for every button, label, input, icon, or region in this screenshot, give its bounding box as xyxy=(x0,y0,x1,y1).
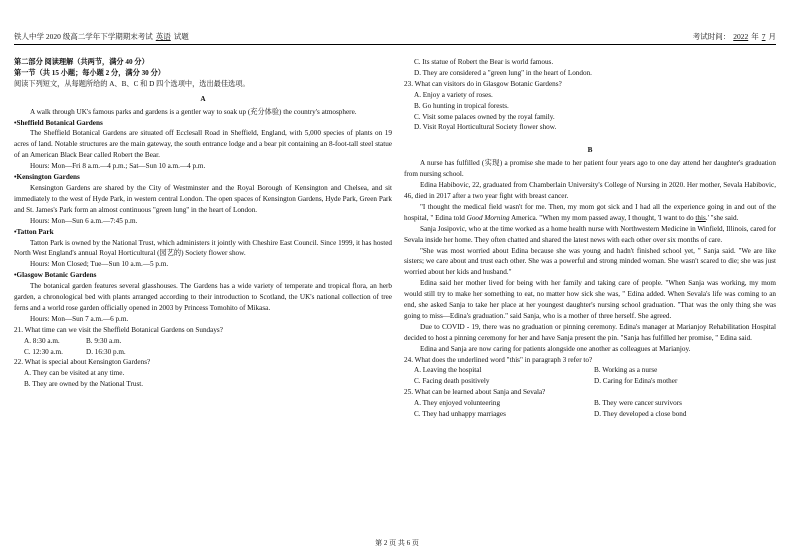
subject: 英语 xyxy=(155,32,171,41)
paragraph-4: Sanja Josipovic, who at the time worked as a home health nurse with Northwestern Medicine in Winfield, Illinois, cared for Sevala inside her home. They often chatted and shared the latest news with each other over six months of care. xyxy=(404,224,776,244)
option-c: C. Visit some palaces owned by the royal family. xyxy=(414,112,555,121)
question-21-options-2 xyxy=(14,347,392,358)
left-column xyxy=(14,57,392,390)
option-d: D. They developed a close bond xyxy=(594,410,687,419)
tatton-heading: •Tatton Park xyxy=(14,227,54,236)
intro-paragraph: A walk through UK's famous parks and gardens is a gentler way to soak up (充分体验) the country's atmosphere. xyxy=(30,107,357,116)
question-24-options xyxy=(404,365,776,376)
paragraph-6: Edina said her mother lived for being with her family and taking care of people. "When Sanja was working, my mom would still try to make her something to eat, no matter how sick she was, " Edina added. When Sevala's life was coming to an end, she asked Sanja to take her place at her youngest daughter's nursing school graduation. "That was the only thing she was going to miss—Edina's graduation." said Sanja, who is a mother of three herself. She agreed. xyxy=(404,279,776,320)
option-a: A. 8:30 a.m. xyxy=(24,336,60,345)
option-a: A. They enjoyed volunteering xyxy=(414,399,501,408)
question-25-options xyxy=(404,398,776,409)
option-d: D. Visit Royal Horticultural Society flower show. xyxy=(414,123,557,132)
sheffield-heading: •Sheffield Botanical Gardens xyxy=(14,118,103,127)
option-d: D. They are considered a "green lung" in the heart of London. xyxy=(414,68,592,77)
glasgow-hours: Hours: Mon—Sun 7 a.m.—6 p.m. xyxy=(30,314,129,323)
question-22: 22. What is special about Kensington Gardens? xyxy=(14,358,151,367)
paragraph-3: "I thought the medical field wasn't for me. Then, my mom got sick and I had all the experience going in and out of the hospital, " Edina told Good Morning America. "When my mom passed away, I thought, 'I want to do this.' "she said. xyxy=(404,202,776,222)
question-21-options xyxy=(14,336,392,347)
tatton-text: Tatton Park is owned by the National Trust, which administers it jointly with Cheshire East Council. Since 1999, it has hosted North West England's annual Royal Horticultural (园艺的) Society flower show. xyxy=(14,238,392,258)
paragraph-1: A nurse has fulfilled (实现) a promise she made to her patient four years ago to one day attend her daughter's graduation from nursing school. xyxy=(404,159,776,179)
option-b: B. 9:30 a.m. xyxy=(86,336,122,345)
paragraph-5: "She was most worried about Edina because she was young and hadn't finished school yet, " Sanja said. "We are like sisters; we care about and trust each other. She was a powerful and strong minded woman. She wasn't scared to die; she was just worried about her kids and husband." xyxy=(404,246,776,277)
option-b: B. They are owned by the National Trust. xyxy=(24,380,144,389)
page-header xyxy=(14,30,776,45)
underlined-word: this xyxy=(695,213,706,222)
option-a: A. Leaving the hospital xyxy=(414,366,482,375)
option-a: A. They can be visited at any time. xyxy=(24,369,125,378)
option-c: C. They had unhappy marriages xyxy=(414,410,506,419)
section-title: 第二部分 阅读理解（共两节，满分 40 分） xyxy=(14,58,149,66)
option-b: B. They were cancer survivors xyxy=(594,399,682,408)
paragraph-7: Due to COVID - 19, there was no graduation or pinning ceremony. Edina's manager at Marianjoy Rehabilitation Hospital decided to host a pinning ceremony for her and have Sanja present the pin. "Sanja has fulfilled her promise, " Edina said. xyxy=(404,322,776,342)
question-21: 21. What time can we visit the Sheffield Botanical Gardens on Sundays? xyxy=(14,325,223,334)
question-25: 25. What can be learned about Sanja and Sevala? xyxy=(404,388,546,397)
sheffield-text: The Sheffield Botanical Gardens are situated off Ecclesall Road in Sheffield, England, with 5,000 species of plants on 19 acres of land. Notable structures are the main gateway, the south entrance lodge and a bear pit containing an 8-foot-tall steel statue of an American Black Bear called Robert the Bear. xyxy=(14,129,392,160)
glasgow-heading: •Glasgow Botanic Gardens xyxy=(14,271,97,280)
question-24-options-2 xyxy=(404,376,776,387)
passage-a-label: A xyxy=(200,94,206,103)
exam-title: 铁人中学 2020 级高二学年下学期期末考试 英语 试题 xyxy=(14,32,189,41)
question-23: 23. What can visitors do in Glasgow Botanic Gardens? xyxy=(404,79,562,88)
subsection-title: 第一节（共 15 小题；每小题 2 分，满分 30 分） xyxy=(14,68,165,77)
question-24: 24. What does the underlined word "this" in paragraph 3 refer to? xyxy=(404,355,593,364)
option-a: A. Enjoy a variety of roses. xyxy=(414,90,493,99)
option-b: B. Working as a nurse xyxy=(594,366,658,375)
paragraph-8: Edina and Sanja are now caring for patients alongside one another as colleagues at Marianjoy. xyxy=(420,344,691,353)
kensington-heading: •Kensington Gardens xyxy=(14,173,80,182)
option-c: C. Facing death positively xyxy=(414,377,490,386)
question-25-options-2 xyxy=(404,409,776,420)
glasgow-text: The botanical garden features several glasshouses. The Gardens has a wide variety of temperate and tropical flora, an herb garden, a chronological bed with plants arranged according to their introduction to Scotland, the UK's national collection of tree ferns and a world rose garden officially opened in 2003 by Princess Tomohito of Mikasa. xyxy=(14,282,392,312)
passage-b-label: B xyxy=(587,146,593,155)
kensington-hours: Hours: Mon—Sun 6 a.m.—7:45 p.m. xyxy=(30,216,138,225)
instruction: 阅读下列短文，从每题所给的 A、B、C 和 D 四个选项中，选出最佳选项。 xyxy=(14,79,250,88)
sheffield-hours: Hours: Mon—Fri 8 a.m.—4 p.m.; Sat—Sun 10 a.m.—4 p.m. xyxy=(30,162,206,171)
page-number: 第 2 页 共 6 页 xyxy=(375,539,419,547)
exam-date: 考试时间： 2022 年 7 月 xyxy=(692,32,776,41)
option-d: D. 16:30 p.m. xyxy=(86,347,126,356)
option-c: C. 12:30 a.m. xyxy=(24,347,63,356)
paragraph-2: Edina Habibovic, 22, graduated from Chamberlain University's College of Nursing in 2020. Her mother, Sevala Habibovic, 46, died in 2017 after a two year fight with breast cancer. xyxy=(404,181,776,200)
kensington-text: Kensington Gardens are shared by the City of Westminster and the Royal Borough of Kensington and Chelsea, and sit immediately to the west of Hyde Park, in western central London. The open spaces of Kensington Gardens, Hyde Park, Green Park and St. James's Park form an almost continuous "green lung" in the heart of London. xyxy=(14,183,392,214)
option-c: C. Its statue of Robert the Bear is world famous. xyxy=(414,58,554,66)
option-d: D. Caring for Edina's mother xyxy=(594,377,678,386)
tatton-hours: Hours: Mon Closed; Tue—Sun 10 a.m.—5 p.m. xyxy=(30,260,169,269)
right-column xyxy=(404,57,776,420)
option-b: B. Go hunting in tropical forests. xyxy=(414,101,509,110)
